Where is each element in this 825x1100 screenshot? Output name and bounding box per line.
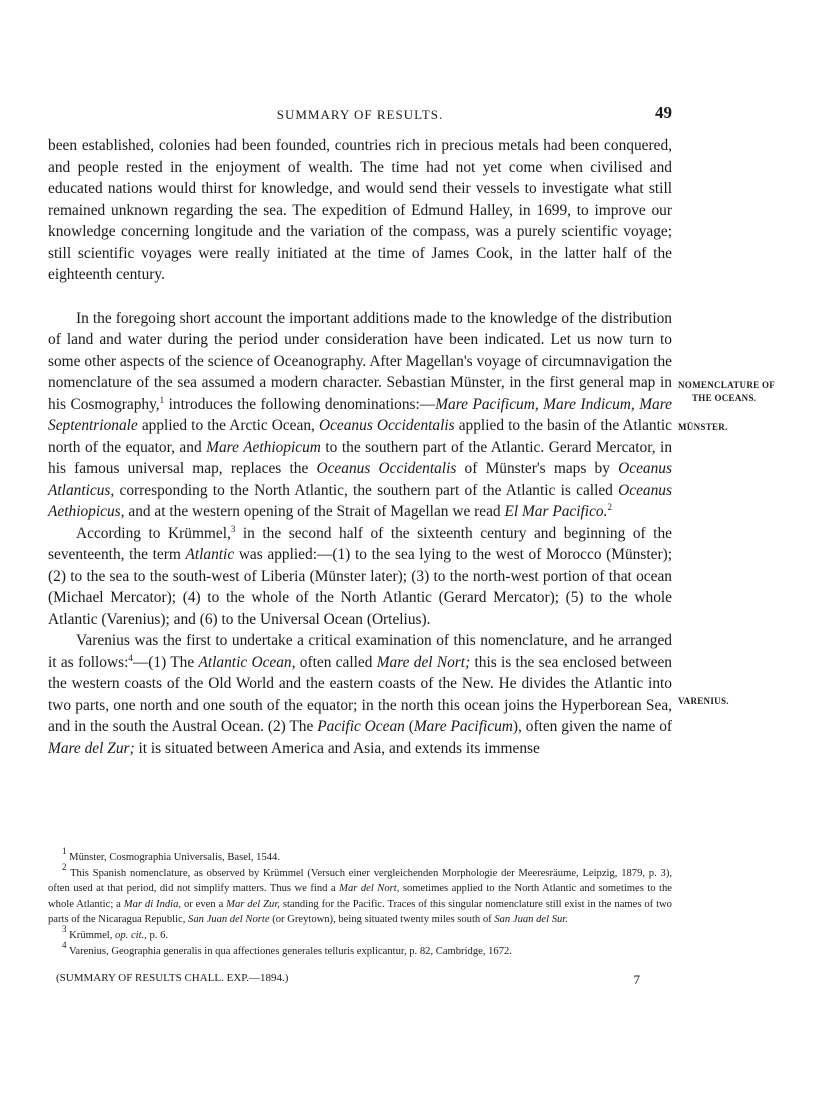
- italic-text: Mar di India,: [123, 898, 182, 910]
- italic-text: Mar del Zur,: [226, 898, 280, 910]
- italic-text: op. cit.,: [115, 929, 147, 941]
- italic-text: Mare Pacificum: [413, 718, 513, 735]
- body-text: [48, 135, 672, 759]
- footnote-ref: 3: [230, 523, 236, 534]
- italic-text: Mare Aethiopicum: [206, 438, 321, 456]
- italic-text: Oceanus Atlanticus,: [48, 460, 672, 499]
- paragraph-4: [48, 630, 672, 759]
- text-run: to the southern part of the Atlantic. Gerard Mercator, in his famous universal map, replaces the: [48, 438, 673, 477]
- italic-text: San Juan del Norte: [188, 914, 270, 926]
- text-run: In the foregoing short account the important additions made to the knowledge of the distribution of land and water during the period under consideration have been indicated. Let us now turn to some other aspects of the science of Oceanography. After Magellan's voyage of circumnavigation the nomenclature of the sea assumed a modern character. Sebastian Münster, in the first general map in his Cosmography,: [48, 309, 672, 413]
- paragraph-1: [48, 135, 672, 286]
- text-run: Varenius was the first to undertake a critical examination of this nomenclature, and he arranged it as follows:: [48, 632, 672, 671]
- text-run: Münster, Cosmographia Universalis, Basel, 1544.: [66, 852, 280, 863]
- footnote-3: [48, 923, 672, 944]
- footnote-1: [48, 846, 672, 866]
- paragraph-3: [48, 523, 672, 631]
- margin-note-nomenclature-line-2: THE OCEANS.: [692, 393, 757, 403]
- text-run: this is the sea enclosed between the western coasts of the Old World and the eastern coasts of the New. He divides the Atlantic into two parts, one north and one south of the equator; in the north this ocean joins the Hyperborean Sea, and in the south the Austral Ocean. (2) The: [48, 653, 672, 735]
- italic-text: Mare del Zur;: [48, 739, 135, 757]
- page-header: [48, 103, 672, 129]
- text-run: in the second half of the sixteenth century and beginning of the seventeenth, the term: [48, 524, 672, 563]
- footnote-2: [48, 861, 672, 928]
- text-run: Varenius, Geographia generalis in qua affectiones generales telluris explicantur, p. 82, Cambridge, 1672.: [66, 945, 512, 957]
- margin-note-nomenclature-line-1: NOMENCLATURE OF: [678, 380, 776, 390]
- text-run: been established, colonies had been founded, countries rich in precious metals had been conquered, and people rested in the enjoyment of wealth. The time had not yet come when civilised and educated nations would thirst for knowledge, and would send their vessels to investigate what still remained unknown regarding the sea. The expedition of Edmund Halley, in 1699, to improve our knowledge concerning longitude and the variation of the compass, was a purely scientific voyage; still scientific voyages were really initiated at the time of James Cook, in the latter half of the eighteenth century.: [48, 137, 672, 283]
- footnote-ref: 3: [62, 923, 67, 934]
- margin-note-munster: MÜNSTER.: [678, 422, 728, 432]
- italic-text: Pacific Ocean: [317, 718, 405, 735]
- text-run: of Münster's maps by: [456, 460, 619, 477]
- paragraph-2: [48, 308, 672, 523]
- text-run: ), often given the name of: [512, 718, 673, 735]
- text-run: and at the western opening of the Strait of Magellan we read: [124, 503, 505, 520]
- text-run: standing for the Pacific. Traces of this singular nomenclature still exist in the names of two parts of the Nicaragua Republic,: [48, 898, 672, 926]
- footnotes: [48, 846, 672, 959]
- text-run: (or Greytown), being situated twenty miles south of: [269, 914, 495, 926]
- italic-text: Mar del Nort,: [339, 883, 400, 895]
- text-run: This Spanish nomenclature, as observed by Krümmel (Versuch einer vergleichenden Morphologie der Meeresräume, Leipzig, 1879, p. 3), often used at that period, did not simplify matters. Thus we find a: [48, 867, 672, 895]
- italic-text: Atlantic: [185, 546, 235, 563]
- margin-note-nomenclature: [678, 379, 775, 405]
- text-run: According to Krümmel,: [76, 524, 231, 542]
- footnote-ref: 4: [128, 652, 133, 663]
- text-run: (: [404, 718, 414, 735]
- italic-text: Oceanus Occidentalis: [318, 417, 455, 434]
- text-run: or even a: [181, 898, 227, 910]
- page-footer: [56, 972, 640, 987]
- italic-text: Mare del Nort;: [376, 653, 471, 671]
- footer-imprint: (SUMMARY OF RESULTS CHALL. EXP.—1894.): [56, 972, 289, 984]
- text-run: introduces the following denominations:—: [164, 395, 436, 413]
- text-run: corresponding to the North Atlantic, the southern part of the Atlantic is called: [114, 481, 619, 499]
- text-run: —(1) The: [132, 653, 199, 671]
- italic-text: Oceanus Occidentalis: [316, 460, 457, 477]
- text-run: was applied:—(1) to the sea lying to the west of Morocco (Münster); (2) to the sea to the south-west of Liberia (Münster later); (3) to the north-west portion of that ocean (Michael Mercator); (4) to the whole of the North Atlantic (Gerard Mercator); (5) to the whole Atlantic (Varenius); and (6) to the Universal Ocean (Ortelius).: [48, 546, 672, 628]
- footnote-ref: 1: [159, 394, 165, 405]
- text-run: it is situated between America and Asia, and extends its immense: [134, 739, 540, 757]
- footnote-ref: 2: [607, 502, 612, 512]
- text-run: sometimes applied to the North Atlantic and sometimes to the whole Atlantic; a: [48, 883, 672, 910]
- text-run: p. 6.: [146, 929, 169, 941]
- italic-text: San Juan del Sur.: [494, 914, 568, 926]
- page-number: 49: [655, 103, 672, 122]
- footnote-4: [48, 939, 672, 960]
- signature-mark: 7: [633, 972, 640, 987]
- italic-text: Atlantic Ocean,: [198, 653, 296, 671]
- text-run: applied to the Arctic Ocean,: [137, 417, 319, 434]
- running-title: SUMMARY OF RESULTS.: [276, 107, 444, 122]
- italic-text: El Mar Pacifico.: [504, 503, 608, 520]
- margin-note-varenius: VARENIUS.: [678, 696, 729, 706]
- footnote-ref: 1: [62, 846, 67, 856]
- footnote-ref: 4: [62, 939, 67, 950]
- text-run: applied to the basin of the Atlantic north of the equator, and: [48, 417, 672, 456]
- text-run: Krümmel,: [66, 929, 116, 941]
- italic-text: Mare Pacificum, Mare Indicum, Mare Septentrionale: [48, 395, 672, 434]
- italic-text: Oceanus Aethiopicus,: [48, 481, 672, 520]
- footnote-ref: 2: [62, 861, 67, 872]
- text-run: often called: [295, 653, 377, 671]
